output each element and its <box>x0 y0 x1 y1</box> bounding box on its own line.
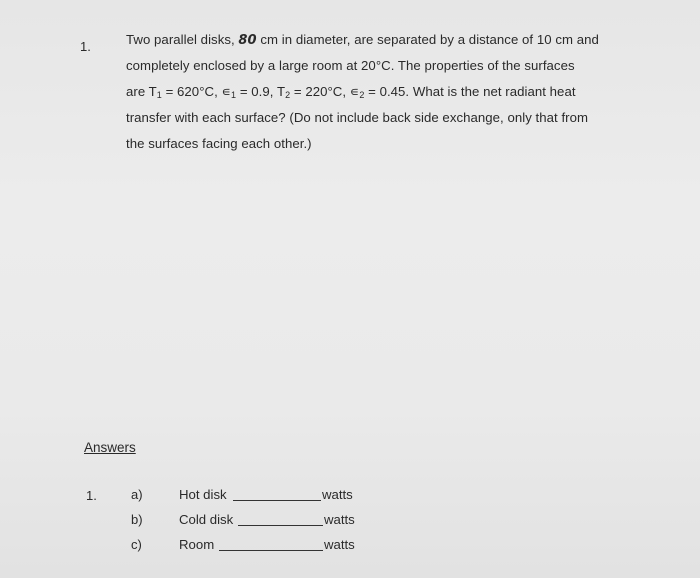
answer-letter: a) <box>131 487 143 502</box>
answer-row-room <box>0 537 700 555</box>
answers-heading: Answers <box>84 440 136 455</box>
answer-letter: c) <box>131 537 142 552</box>
answer-unit: watts <box>324 537 355 552</box>
answer-row-cold-disk <box>0 512 700 530</box>
answer-number: 1. <box>86 488 97 503</box>
question-line-1: Two parallel disks, 80 cm in diameter, are separated by a distance of 10 cm and <box>126 32 599 48</box>
answer-unit: watts <box>324 512 355 527</box>
answer-letter: b) <box>131 512 143 527</box>
question-line-5: the surfaces facing each other.) <box>126 136 312 151</box>
answer-blank-cold-disk[interactable] <box>238 525 323 526</box>
question-line-2: completely enclosed by a large room at 20°C. The properties of the surfaces <box>126 58 575 73</box>
question-line-3: are $T_1 = 620^\circ C$, $∊_1 = 0.9$, $T_2 = 220^\circ C$, $∊_2 = 0.45$. What is the net radiant heat <box>126 84 576 100</box>
question-line-4: transfer with each surface? (Do not include back side exchange, only that from <box>126 110 589 125</box>
handwritten-diameter: 80 <box>238 33 257 48</box>
answer-label: Hot disk <box>179 487 227 502</box>
answer-unit: watts <box>322 487 353 502</box>
answer-row-hot-disk <box>0 487 700 505</box>
answer-blank-hot-disk[interactable] <box>233 500 321 501</box>
answer-label: Room <box>179 537 215 552</box>
question-number: 1. <box>80 39 91 54</box>
answer-blank-room[interactable] <box>219 550 323 551</box>
answer-label: Cold disk <box>179 512 234 527</box>
